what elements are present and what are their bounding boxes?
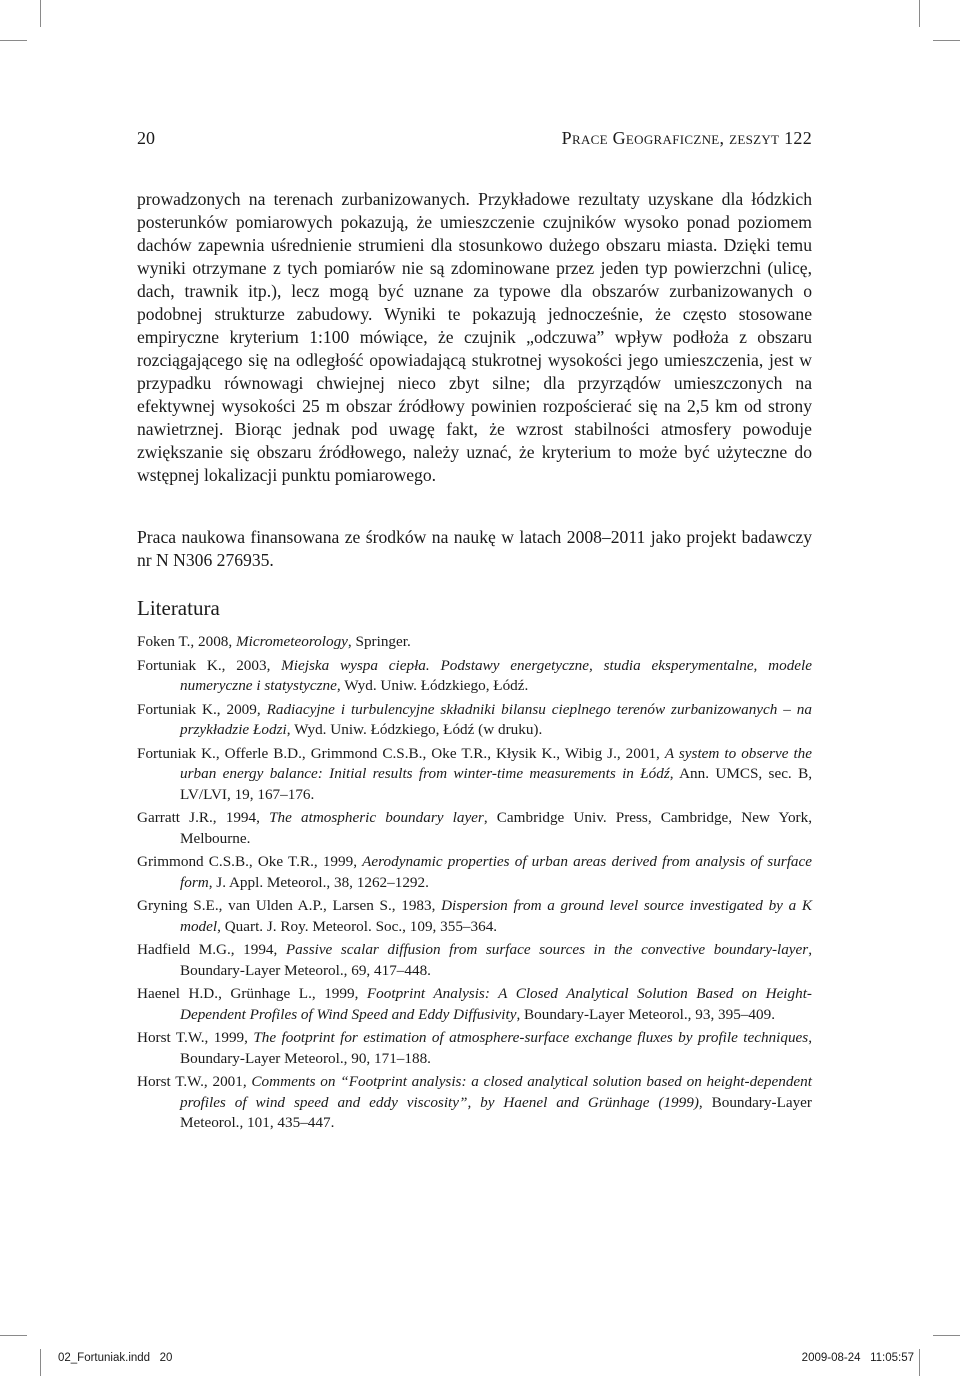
crop-mark-bottom-left-h: [0, 1335, 27, 1336]
reference-item: Hadfield M.G., 1994, Passive scalar diffusion from surface sources in the convective boundary-layer, Boundary-Layer Meteorol., 69, 417–448.: [137, 941, 812, 979]
reference-item: Horst T.W., 2001, Comments on “Footprint analysis: a closed analytical solution based on height-dependent profiles of wind speed and eddy viscosity”, by Haenel and Grünhage (1999), Boundary-Layer Meteorol., 101, 435–447.: [137, 1073, 812, 1131]
slug-filename: 02_Fortuniak.indd 20: [58, 1352, 173, 1364]
reference-item: Haenel H.D., Grünhage L., 1999, Footprint Analysis: A Closed Analytical Solution Based on Height-Dependent Profiles of Wind Speed and Eddy Diffusivity, Boundary-Layer Meteorol., 93, 395–409.: [137, 985, 812, 1023]
crop-mark-bottom-left-v: [40, 1349, 41, 1376]
journal-title: Prace Geograficzne, zeszyt 122: [561, 128, 812, 148]
crop-mark-top-left-v: [40, 0, 41, 27]
reference-item: Garratt J.R., 1994, The atmospheric boundary layer, Cambridge Univ. Press, Cambridge, New York, Melbourne.: [137, 809, 812, 847]
reference-item: Gryning S.E., van Ulden A.P., Larsen S., 1983, Dispersion from a ground level source investigated by a K model, Quart. J. Roy. Meteorol. Soc., 109, 355–364.: [137, 897, 813, 935]
body-paragraph: prowadzonych na terenach zurbanizowanych. Przykładowe rezultaty uzyskane dla łódzkich posterunków pomiarowych pokazują, że umieszczenie czujników wysoko ponad poziomem dachów zapewnia uśrednienie strumieni dla stosunkowo dużego obszaru miasta. Dzięki temu wyniki otrzymane z tych pomiarów nie są zdominowane przez jeden typ powierzchni (ulicę, dach, trawnik itp.), lecz mogą być uznane za typowe dla obszarów zurbanizowanych o podobnej strukturze zabudowy. Wyniki te pokazują jednocześnie, że często stosowane empiryczne kryterium 1:100 mówiące, że czujnik „odczuwa” wpływ podłoża z obszaru rozciągającego się na odległość opowiadającą stukrotnej wysokości jego umieszczenia, jest w przypadku równowagi chwiejnej nieco zbyt silne; dla przyrządów umieszczonych na efektywnej wysokości 25 m obszar źródłowy powinien rozpościerać się na 2,5 km od strony nawietrznej. Biorąc jednak pod uwagę fakt, że wzrost stabilności atmosfery powoduje zwiększanie się obszaru źródłowego, należy uznać, że kryterium to może być użyteczne do wstępnej lokalizacji punktu pomiarowego.: [137, 189, 812, 485]
crop-mark-bottom-right-v: [919, 1349, 920, 1376]
reference-list: [137, 632, 812, 1137]
crop-mark-top-left-h: [0, 40, 27, 41]
page-number: 20: [137, 128, 155, 148]
running-header: [137, 128, 812, 149]
crop-mark-bottom-right-h: [933, 1335, 960, 1336]
reference-item: Grimmond C.S.B., Oke T.R., 1999, Aerodynamic properties of urban areas derived from analysis of surface form, J. Appl. Meteorol., 38, 1262–1292.: [137, 853, 812, 891]
reference-item: Horst T.W., 1999, The footprint for estimation of atmosphere-surface exchange fluxes by profile techniques, Boundary-Layer Meteorol., 90, 171–188.: [137, 1029, 812, 1067]
reference-item: Fortuniak K., Offerle B.D., Grimmond C.S.B., Oke T.R., Kłysik K., Wibig J., 2001, A system to observe the urban energy balance: Initial results from winter-time measurements in Łódź, Ann. UMCS, sec. B, LV/LVI, 19, 167–176.: [137, 744, 813, 803]
slug-datetime: 2009-08-24 11:05:57: [801, 1352, 914, 1364]
crop-mark-top-right-h: [933, 40, 960, 41]
literature-heading: Literatura: [137, 596, 220, 620]
reference-item: Fortuniak K., 2009, Radiacyjne i turbulencyjne składniki bilansu cieplnego terenów zurbanizowanych – na przykładzie Łodzi, Wyd. Uniw. Łódzkiego, Łódź (w druku).: [137, 700, 812, 738]
body-text: [137, 188, 812, 487]
reference-item: Fortuniak K., 2003, Miejska wyspa ciepła. Podstawy energetyczne, studia eksperymentalne, modele numeryczne i statystyczne, Wyd. Uniw. Łódzkiego, Łódź.: [137, 656, 813, 694]
funding-note: Praca naukowa finansowana ze środków na naukę w latach 2008–2011 jako projekt badawczy nr N N306 276935.: [137, 527, 812, 570]
reference-item: Foken T., 2008, Micrometeorology, Springer.: [137, 633, 411, 650]
crop-mark-top-right-v: [919, 0, 920, 27]
